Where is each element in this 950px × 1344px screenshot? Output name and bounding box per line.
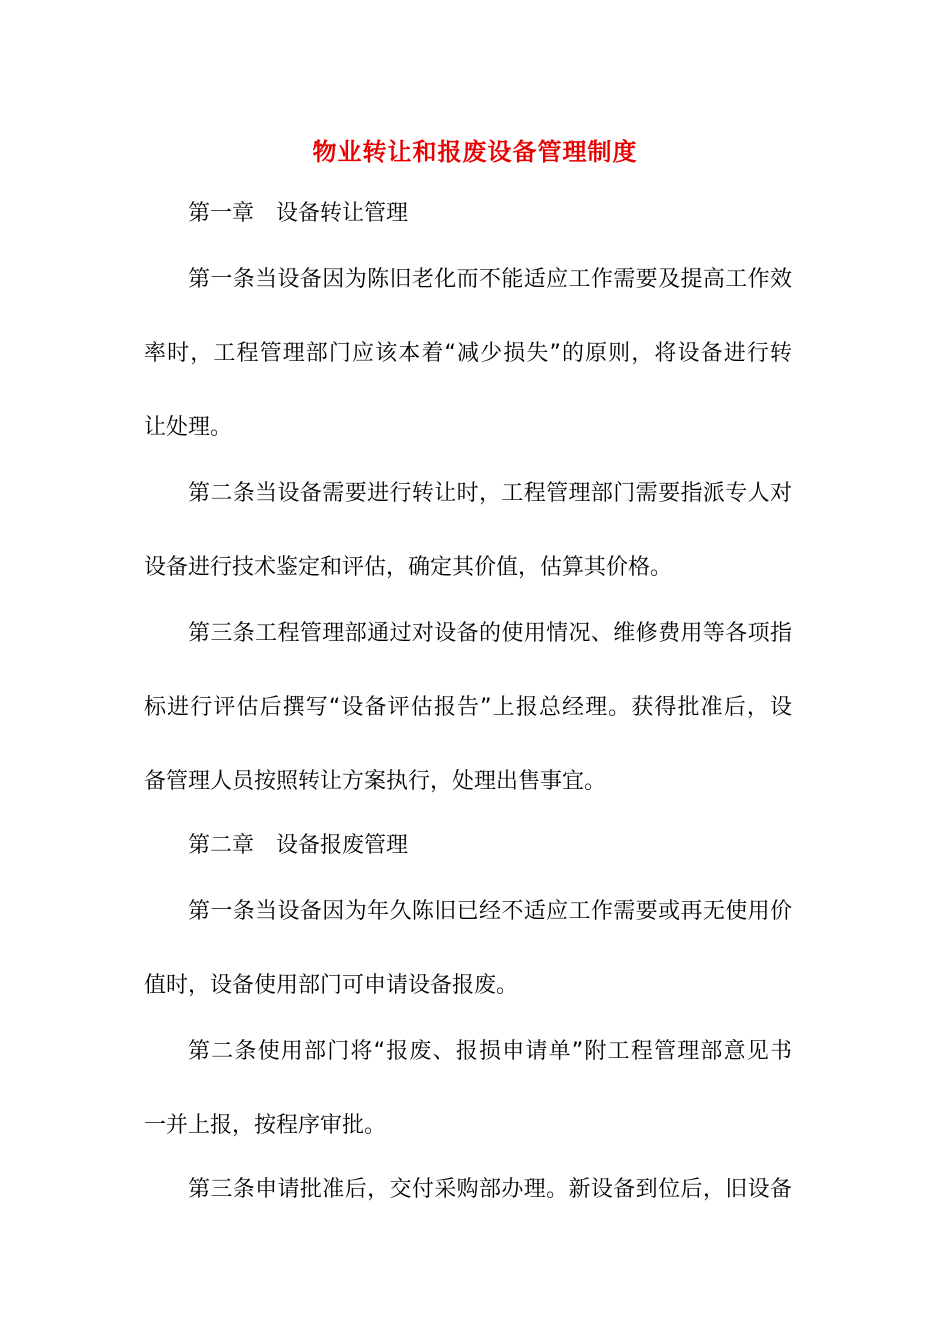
- paragraph-line: 第二条使用部门将“报废、报损申请单”附工程管理部意见书: [188, 1039, 792, 1064]
- document-title: 物业转让和报废设备管理制度: [312, 138, 638, 166]
- paragraph-line: 设备进行技术鉴定和评估，确定其价值，估算其价格。: [144, 555, 673, 580]
- paragraph-line: 第三条工程管理部通过对设备的使用情况、维修费用等各项指: [188, 621, 792, 646]
- paragraph-line: 让处理。: [144, 415, 233, 440]
- chapter-1-heading: [188, 198, 848, 230]
- paragraph-line: 第二条当设备需要进行转让时，工程管理部门需要指派专人对: [188, 481, 792, 506]
- paragraph-line: 第三条申请批准后，交付采购部办理。新设备到位后，旧设备: [188, 1177, 792, 1202]
- chapter-1-name: 设备转让管理: [276, 201, 409, 226]
- chapter-1-label: 第一章: [188, 201, 255, 226]
- paragraph-line: 第一条当设备因为年久陈旧已经不适应工作需要或再无使用价: [188, 899, 792, 924]
- paragraph-line: 第一条当设备因为陈旧老化而不能适应工作需要及提高工作效: [188, 267, 792, 292]
- paragraph-line: 一并上报，按程序审批。: [144, 1113, 387, 1138]
- chapter-2-name: 设备报废管理: [276, 833, 409, 858]
- chapter-2-heading: [188, 830, 848, 862]
- paragraph-line: 备管理人员按照转让方案执行，处理出售事宜。: [144, 769, 607, 794]
- paragraph-line: 率时，工程管理部门应该本着“减少损失”的原则，将设备进行转: [144, 341, 792, 366]
- paragraph-line: 值时，设备使用部门可申请设备报废。: [144, 973, 519, 998]
- paragraph-line: 标进行评估后撰写“设备评估报告”上报总经理。获得批准后，设: [144, 695, 792, 720]
- chapter-2-label: 第二章: [188, 833, 255, 858]
